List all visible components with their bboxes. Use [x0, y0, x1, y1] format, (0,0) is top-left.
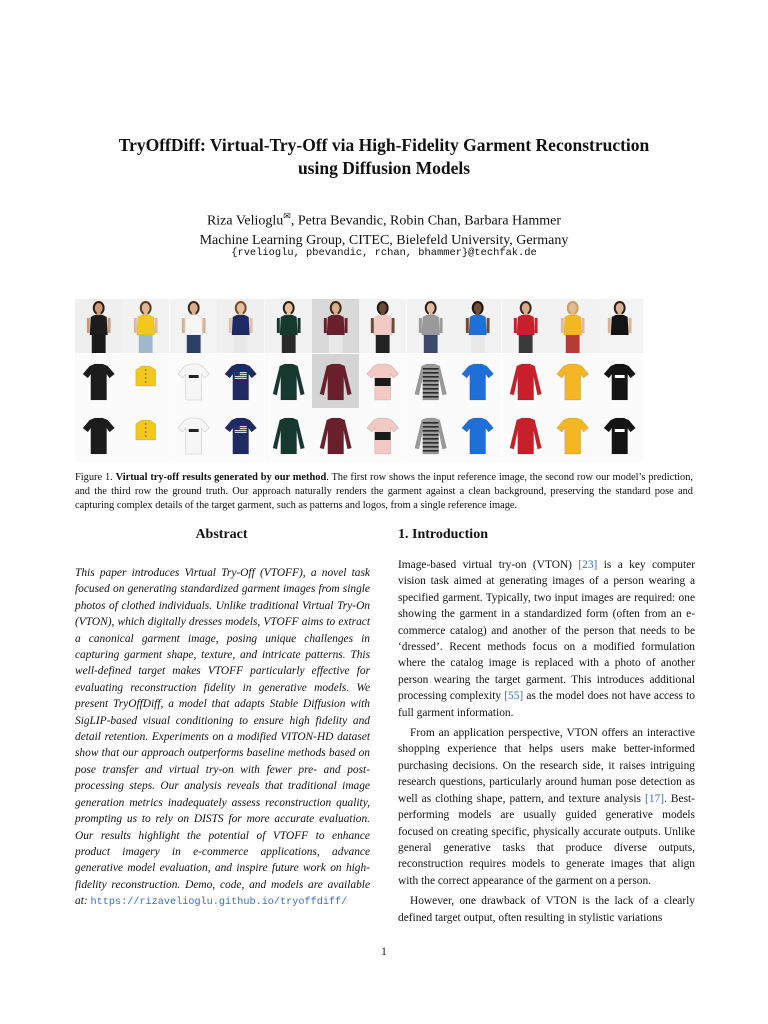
garment-image-dark-green-bodysuit-input — [265, 299, 312, 353]
citation-23[interactable]: [23] — [578, 559, 598, 571]
paper-title — [60, 134, 708, 180]
citation-17[interactable]: [17] — [645, 792, 665, 805]
introduction-body — [398, 557, 695, 930]
garment-image-yellow-button-crop-top-ground_truth — [122, 408, 169, 462]
garment-image-grey-striped-longsleeve-prediction — [407, 354, 454, 408]
garment-image-yellow-tee-ground_truth — [549, 408, 596, 462]
garment-image-red-blouse-prediction — [502, 354, 549, 408]
intro-p1-text-a: Image-based virtual try-on (VTON) — [398, 559, 579, 571]
abstract-heading: Abstract — [195, 527, 248, 542]
garment-image-grey-striped-longsleeve-ground_truth — [407, 408, 454, 462]
other-authors: , Petra Bevandic, Robin Chan, Barbara Hammer — [290, 213, 562, 229]
garment-image-red-blouse-ground_truth — [502, 408, 549, 462]
garment-image-black-dkny-tee-prediction — [596, 354, 643, 408]
intro-p1-text-c: as the model does not have access to full garment information. — [398, 690, 695, 719]
project-link[interactable]: https://rizavelioglu.github.io/tryoffdiff/ — [90, 897, 348, 909]
affiliation: Machine Learning Group, CITEC, Bielefeld University, Germany — [199, 232, 569, 248]
figure-row-ground_truth — [75, 408, 692, 462]
garment-image-burgundy-print-blouse-prediction — [312, 354, 359, 408]
abstract-body — [75, 565, 370, 912]
figure-row-prediction — [75, 354, 692, 408]
garment-image-yellow-button-crop-top-prediction — [122, 354, 169, 408]
intro-paragraph-3: However, one drawback of VTON is the lack of a clearly defined target output, often resulting in stylistic variations — [398, 895, 695, 924]
caption-bold: Virtual try-off results generated by our method — [115, 472, 327, 483]
title-line-1: TryOffDiff: Virtual-Try-Off via High-Fidelity Garment Reconstruction — [118, 135, 650, 155]
garment-image-black-lace-top-input — [75, 299, 122, 353]
garment-image-black-lace-top-prediction — [75, 354, 122, 408]
garment-image-white-polo-tee-input — [170, 299, 217, 353]
introduction-heading: 1. Introduction — [398, 527, 488, 542]
author-block — [60, 207, 708, 250]
garment-image-red-blouse-input — [502, 299, 549, 353]
page-number: 1 — [381, 946, 387, 958]
caption-text: . The first row shows the input reference image, the second row our model’s prediction, and the third row the ground truth. Our approach naturally renders the garment against a clean background, preserving the standard pose and capturing complex details of the target garment, such as patterns and logos, from a single reference image. — [75, 472, 693, 511]
garment-image-blue-polo-input — [454, 299, 501, 353]
intro-paragraph-2 — [398, 725, 695, 889]
garment-image-pink-fila-tee-input — [359, 299, 406, 353]
garment-image-dark-green-bodysuit-ground_truth — [265, 408, 312, 462]
garment-image-grey-striped-longsleeve-input — [407, 299, 454, 353]
garment-image-pink-fila-tee-prediction — [359, 354, 406, 408]
garment-image-blue-polo-prediction — [454, 354, 501, 408]
garment-image-black-dkny-tee-ground_truth — [596, 408, 643, 462]
garment-image-burgundy-print-blouse-ground_truth — [312, 408, 359, 462]
author-list — [60, 207, 708, 231]
garment-image-pink-fila-tee-ground_truth — [359, 408, 406, 462]
figure-1-garment-grid — [75, 299, 692, 462]
garment-image-black-dkny-tee-input — [596, 299, 643, 353]
first-author: Riza Velioglu — [206, 213, 284, 229]
garment-image-navy-flag-tee-prediction — [217, 354, 264, 408]
garment-image-navy-flag-tee-ground_truth — [217, 408, 264, 462]
abstract-text: This paper introduces Virtual Try-Off (VTOFF), a novel task focused on generating standardized garment images from single photos of clothed individuals. Unlike traditional Virtual Try-On (VTON), which digitally dresses models, VTOFF aims to extract a canonical garment image, posing unique challenges in capturing garment shape, texture, and intricate patterns. This well-defined target makes VTOFF particularly effective for evaluating reconstruction fidelity in generative models. We present TryOffDiff, a model that adapts Stable Diffusion with SigLIP-based visual conditioning to ensure high fidelity and detail retention. Experiments on a modified VITON-HD dataset show that our approach outperforms baseline methods based on pose transfer and virtual try-on with fewer pre- and post-processing steps. Our analysis reveals that traditional image generation metrics inadequately assess reconstruction quality, prompting us to rely on DISTS for more accurate evaluation. Our results highlight the potential of VTOFF to enhance product imagery in e-commerce applications, advance generative model evaluation, and inspire future work on high-fidelity reconstruction. Demo, code, and models are available at: — [75, 567, 370, 908]
garment-image-burgundy-print-blouse-input — [312, 299, 359, 353]
figure-row-input — [75, 299, 692, 353]
figure-caption — [75, 471, 693, 513]
title-line-2: using Diffusion Models — [297, 158, 471, 178]
intro-p2-text-b: . Best-performing models are usually guided generative models focused on creating specific, physically accurate outputs. Unlike general generative tasks that produce diverse outputs, reconstruction requires models to generate images that align with the correct appearance of the garment on a person. — [398, 792, 695, 887]
garment-image-white-polo-tee-ground_truth — [170, 408, 217, 462]
garment-image-yellow-button-crop-top-input — [122, 299, 169, 353]
garment-image-blue-polo-ground_truth — [454, 408, 501, 462]
garment-image-dark-green-bodysuit-prediction — [265, 354, 312, 408]
caption-label: Figure 1. — [75, 472, 113, 483]
garment-image-yellow-tee-prediction — [549, 354, 596, 408]
intro-paragraph-1 — [398, 557, 695, 721]
garment-image-navy-flag-tee-input — [217, 299, 264, 353]
garment-image-black-lace-top-ground_truth — [75, 408, 122, 462]
intro-p1-text-b: is a key computer vision task aimed at generating images of a person wearing a specified garment. Typically, two input images are required: one showing the garment in a standardized form (often from an e-commerce catalog) and another of the person that needs to be ‘dressed’. Recent methods focus on a modified formulation where the catalog image is replaced with a photo of another person wearing the target garment. This introduces additional processing complexity — [398, 559, 695, 703]
citation-55[interactable]: [55] — [504, 690, 524, 703]
garment-image-yellow-tee-input — [549, 299, 596, 353]
garment-image-white-polo-tee-prediction — [170, 354, 217, 408]
author-emails: {rvelioglu, pbevandic, rchan, bhammer}@techfak.de — [231, 247, 537, 259]
intro-p2-text-a: From an application perspective, VTON offers an interactive shopping experience that helps users make better-informed purchasing decisions. On the research side, it raises intriguing research questions, particularly around human pose detection as well as clothing shape, pattern, and texture analysis — [398, 727, 695, 805]
mail-icon: ✉ — [283, 211, 291, 221]
